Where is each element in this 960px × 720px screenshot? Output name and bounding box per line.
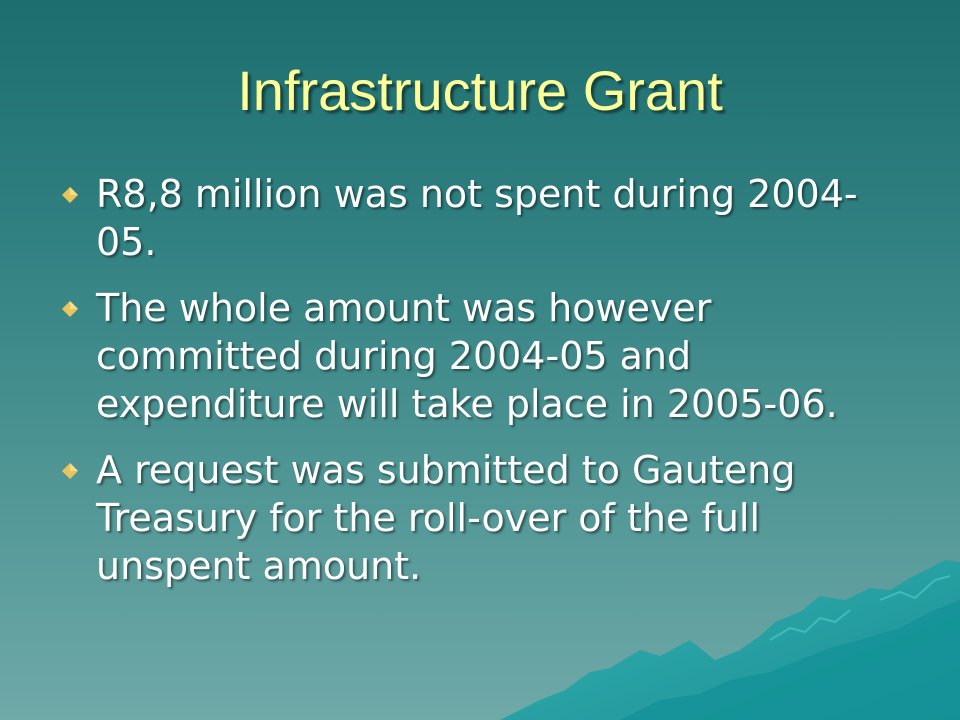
diamond-bullet-icon xyxy=(62,187,78,203)
bullet-text: R8,8 million was not spent during 2004-05. xyxy=(96,172,858,264)
bullet-item xyxy=(58,446,888,590)
bullet-text: The whole amount was however committed during 2004-05 and expenditure will take place in 2005-06. xyxy=(96,286,838,426)
bullet-item xyxy=(58,284,888,428)
slide-title: Infrastructure Grant xyxy=(237,59,723,122)
bullet-text: A request was submitted to Gauteng Treasury for the roll-over of the full unspent amount. xyxy=(96,448,796,588)
diamond-bullet-icon xyxy=(62,301,78,317)
diamond-bullet-icon xyxy=(62,463,78,479)
bullet-list xyxy=(58,170,888,608)
bullet-item xyxy=(58,170,888,266)
